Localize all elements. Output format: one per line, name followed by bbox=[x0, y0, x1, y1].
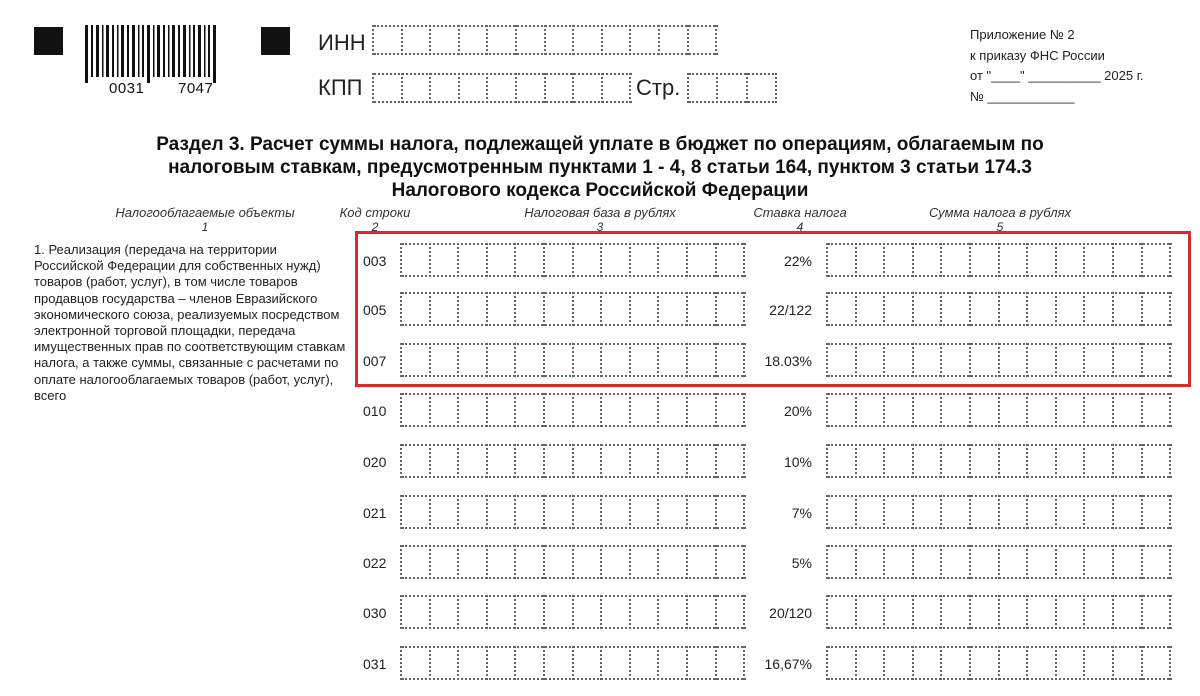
inn-label: ИНН bbox=[318, 30, 366, 55]
appendix-line-4: № ____________ bbox=[970, 88, 1075, 104]
column-header-objects: Налогооблагаемые объекты bbox=[115, 205, 295, 220]
section-title-line-1: Раздел 3. Расчет суммы налога, подлежащей уплате в бюджет по операциям, облагаемым по bbox=[156, 134, 1044, 155]
tax-rate: 20/120 bbox=[769, 605, 812, 621]
line-code: 010 bbox=[363, 403, 387, 419]
barcode-number-left: 0031 bbox=[109, 80, 145, 97]
column-header-tax-rate: Ставка налога bbox=[753, 205, 847, 220]
tax-base-field[interactable] bbox=[400, 444, 746, 478]
line-code: 021 bbox=[363, 505, 387, 521]
column-number-4: 4 bbox=[796, 220, 804, 234]
appendix-note bbox=[970, 25, 1143, 107]
line-code: 007 bbox=[363, 353, 387, 369]
tax-amount-field[interactable] bbox=[826, 595, 1172, 629]
column-number-1: 1 bbox=[201, 220, 209, 234]
kpp-field[interactable] bbox=[372, 73, 632, 103]
tax-base-field[interactable] bbox=[400, 595, 746, 629]
section-title bbox=[60, 133, 1140, 202]
tax-rate: 22/122 bbox=[769, 302, 812, 318]
kpp-label: КПП bbox=[318, 75, 363, 100]
page-number-field[interactable] bbox=[687, 73, 777, 103]
tax-rate: 20% bbox=[783, 403, 812, 419]
tax-base-field[interactable] bbox=[400, 495, 746, 529]
tax-base-field[interactable] bbox=[400, 545, 746, 579]
tax-base-field[interactable] bbox=[400, 393, 746, 427]
line-code: 020 bbox=[363, 454, 387, 470]
section-title-line-2: налоговым ставкам, предусмотренным пунктами 1 - 4, 8 статьи 164, пунктом 3 статьи 174.3 bbox=[168, 157, 1032, 178]
appendix-line-3: от "____" __________ 2025 г. bbox=[970, 68, 1144, 83]
tax-base-field[interactable] bbox=[400, 646, 746, 680]
tax-rate: 7% bbox=[791, 505, 812, 521]
barcode bbox=[85, 25, 217, 83]
appendix-line-2: к приказу ФНС России bbox=[970, 47, 1105, 63]
tax-amount-field[interactable] bbox=[826, 545, 1172, 579]
column-number-5: 5 bbox=[996, 220, 1004, 234]
column-number-3: 3 bbox=[596, 220, 604, 234]
line-code: 022 bbox=[363, 555, 387, 571]
line-code: 031 bbox=[363, 656, 387, 672]
column-header-line-code: Код строки bbox=[339, 205, 411, 220]
highlight-frame bbox=[355, 231, 1191, 387]
tax-rate: 22% bbox=[783, 253, 812, 269]
line-code: 003 bbox=[363, 253, 387, 269]
tax-rate: 16,67% bbox=[764, 656, 812, 672]
tax-rate: 10% bbox=[783, 454, 812, 470]
tax-amount-field[interactable] bbox=[826, 646, 1172, 680]
taxable-object-description: 1. Реализация (передача на территории Российской Федерации для собственных нужд) товаров (работ, услуг), в том числе товаров продавцов государства – членов Евразийского экономического союза, реализуемых посредством электронной торговой площадки, передача имущественных прав по соответствующим ставкам налога, а также суммы, связанные с расчетами по оплате налогооблагаемых товаров (работ, услуг), всего bbox=[34, 242, 346, 403]
tax-amount-field[interactable] bbox=[826, 393, 1172, 427]
inn-field[interactable] bbox=[372, 25, 718, 55]
tax-rate: 5% bbox=[791, 555, 812, 571]
tax-rate: 18.03% bbox=[764, 353, 812, 369]
tax-amount-field[interactable] bbox=[826, 495, 1172, 529]
column-header-tax-amount: Сумма налога в рублях bbox=[928, 205, 1072, 220]
appendix-line-1: Приложение № 2 bbox=[970, 27, 1075, 42]
tax-amount-field[interactable] bbox=[826, 444, 1172, 478]
line-code: 030 bbox=[363, 605, 387, 621]
page-label: Стр. bbox=[636, 75, 681, 100]
registration-marker-right bbox=[261, 27, 290, 55]
barcode-number-right: 7047 bbox=[178, 80, 214, 97]
column-number-2: 2 bbox=[371, 220, 379, 234]
section-title-line-3: Налогового кодекса Российской Федерации bbox=[391, 180, 809, 201]
registration-marker-left bbox=[34, 27, 63, 55]
column-header-tax-base: Налоговая база в рублях bbox=[524, 205, 676, 220]
line-code: 005 bbox=[363, 302, 387, 318]
